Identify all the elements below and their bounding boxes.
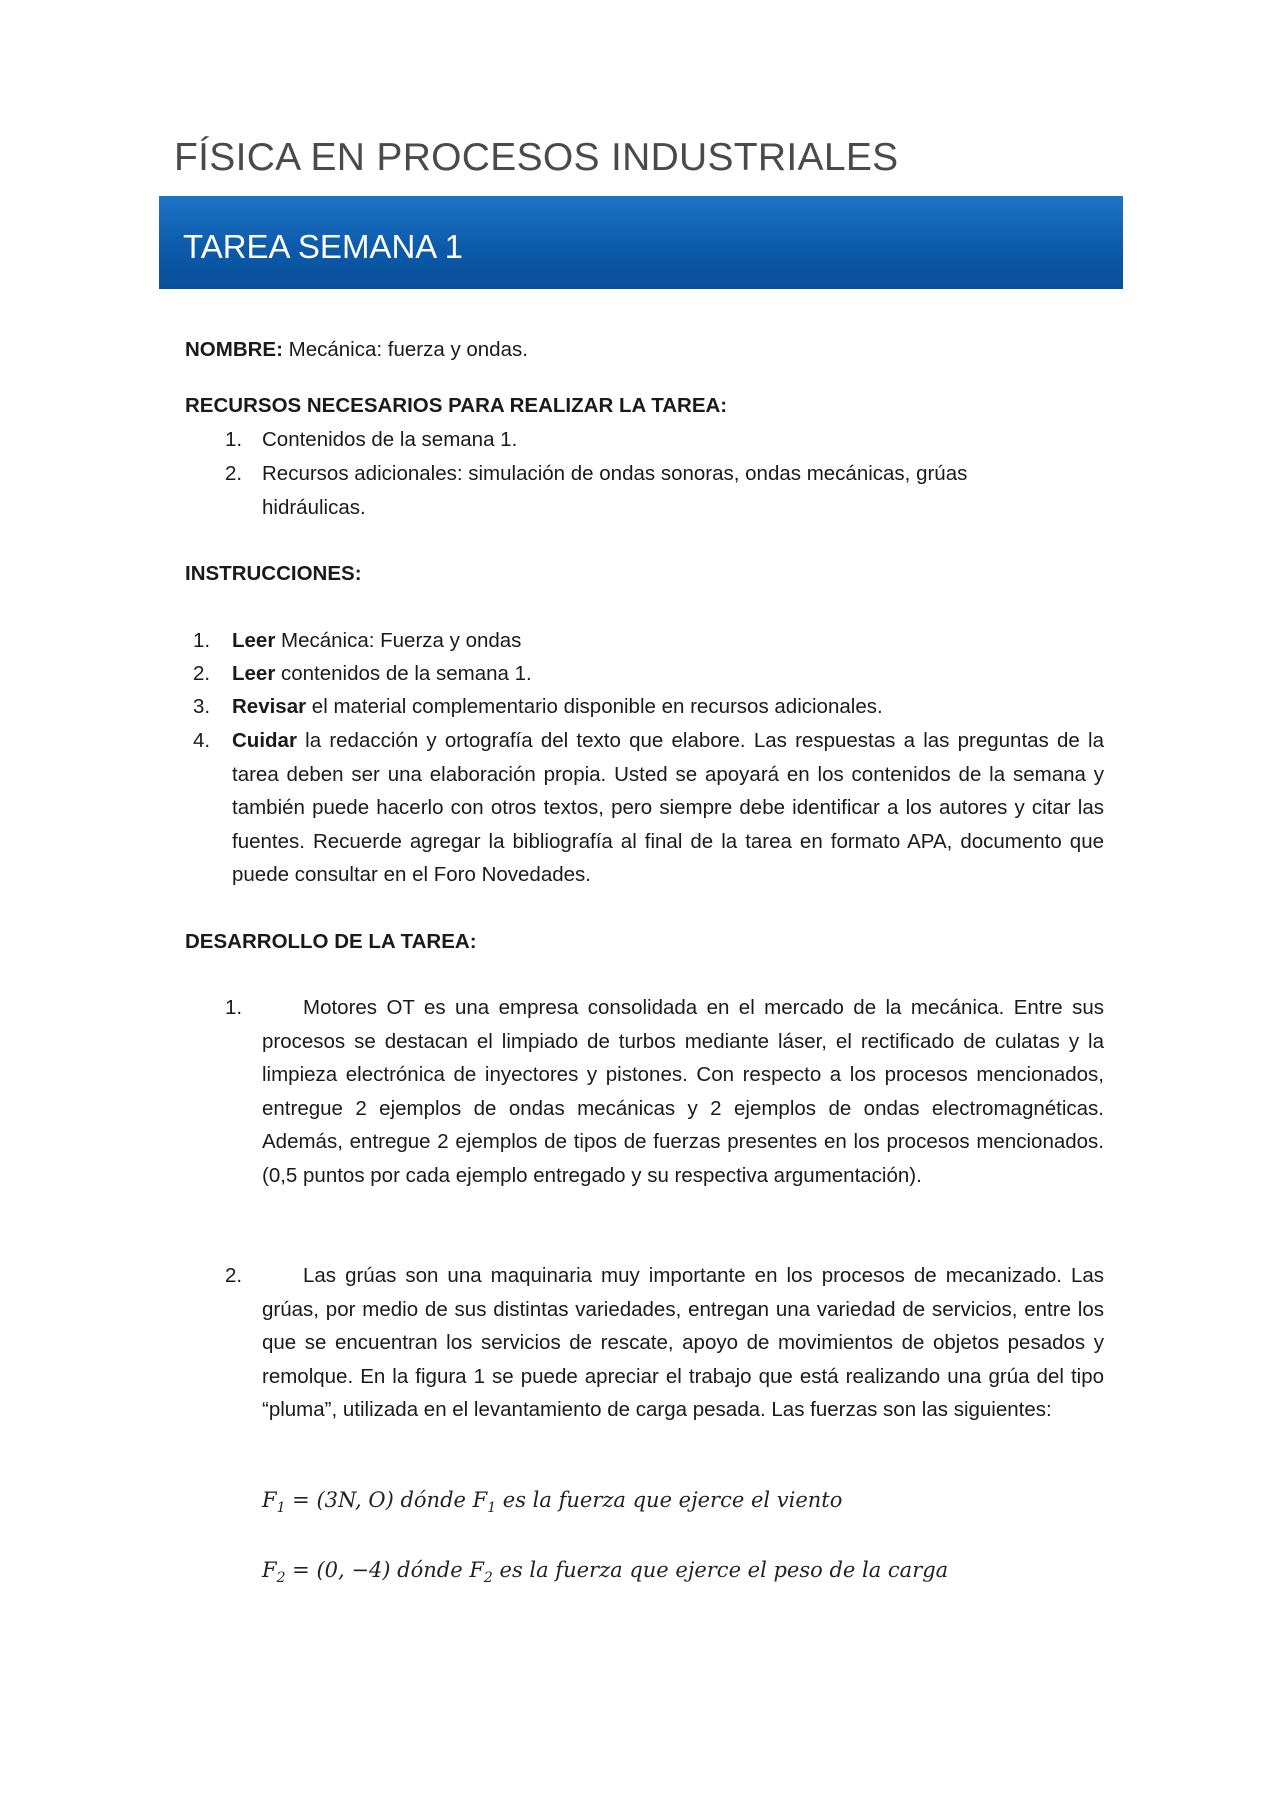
instrucciones-heading: INSTRUCCIONES: (185, 562, 362, 585)
instruccion-3-number: 3. (193, 695, 211, 718)
instruccion-4-number: 4. (193, 729, 211, 752)
instruccion-2-number: 2. (193, 662, 211, 685)
instruccion-3-text: Revisar el material complementario disponible en recursos adicionales. (232, 695, 883, 718)
desarrollo-item-2-number: 2. (225, 1264, 243, 1287)
recursos-item-2-text-cont: hidráulicas. (262, 496, 366, 519)
nombre-label: NOMBRE: (185, 338, 283, 361)
desarrollo-item-1-number: 1. (225, 996, 243, 1019)
desarrollo-item-1-text: Motores OT es una empresa consolidada en el mercado de la mecánica. Entre sus procesos se destacan el limpiado de turbos mediante láser, el rectificado de culatas y la limpieza electrónica de inyectores y pistones. Con respecto a los procesos mencionados, entregue 2 ejemplos de ondas mecánicas y 2 ejemplos de ondas electromagnéticas. Además, entregue 2 ejemplos de tipos de fuerzas presentes en los procesos mencionados. (0,5 puntos por cada ejemplo entregado y su respectiva argumentación). (262, 996, 1104, 1187)
banner-title: TAREA SEMANA 1 (183, 228, 463, 265)
formula-f1: $F_1 = (3N$, O) dónde $F_1$ es la fuerza que ejerce el viento (262, 1488, 843, 1517)
instruccion-1-text: Leer Mecánica: Fuerza y ondas (232, 629, 522, 652)
nombre-value: Mecánica: fuerza y ondas. (288, 338, 528, 361)
recursos-item-2-number: 2. (225, 462, 243, 485)
recursos-item-2-text: Recursos adicionales: simulación de ondas sonoras, ondas mecánicas, grúas (262, 462, 968, 485)
desarrollo-item-2-text: Las grúas son una maquinaria muy importante en los procesos de mecanizado. Las grúas, por medio de sus distintas variedades, entregan una variedad de servicios, entre los que se encuentran los servicios de rescate, apoyo de movimientos de objetos pesados y remolque. En la figura 1 se puede apreciar el trabajo que está realizando una grúa del tipo “pluma”, utilizada en el levantamiento de carga pesada. Las fuerzas son las siguientes: (262, 1264, 1104, 1422)
week-banner (159, 196, 1123, 289)
desarrollo-heading: DESARROLLO DE LA TAREA: (185, 930, 477, 953)
instruccion-1-number: 1. (193, 629, 211, 652)
recursos-item-1-text: Contenidos de la semana 1. (262, 428, 518, 451)
formula-f2: $F_2 = (0$, −4) dónde $F_2$ es la fuerza que ejerce el peso de la carga (262, 1558, 949, 1587)
recursos-heading: RECURSOS NECESARIOS PARA REALIZAR LA TAREA: (185, 394, 728, 417)
instruccion-4-text: Cuidar la redacción y ortografía del texto que elabore. Las respuestas a las preguntas de la tarea deben ser una elaboración propia. Usted se apoyará en los contenidos de la semana y también puede hacerlo con otros textos, pero siempre debe identificar a los autores y citar las fuentes. Recuerde agregar la bibliografía al final de la tarea en formato APA, documento que puede consultar en el Foro Novedades. (232, 729, 1104, 887)
nombre-line (185, 333, 528, 367)
recursos-item-1-number: 1. (225, 428, 243, 451)
course-title: FÍSICA EN PROCESOS INDUSTRIALES (174, 136, 899, 179)
instruccion-2-text: Leer contenidos de la semana 1. (232, 662, 532, 685)
